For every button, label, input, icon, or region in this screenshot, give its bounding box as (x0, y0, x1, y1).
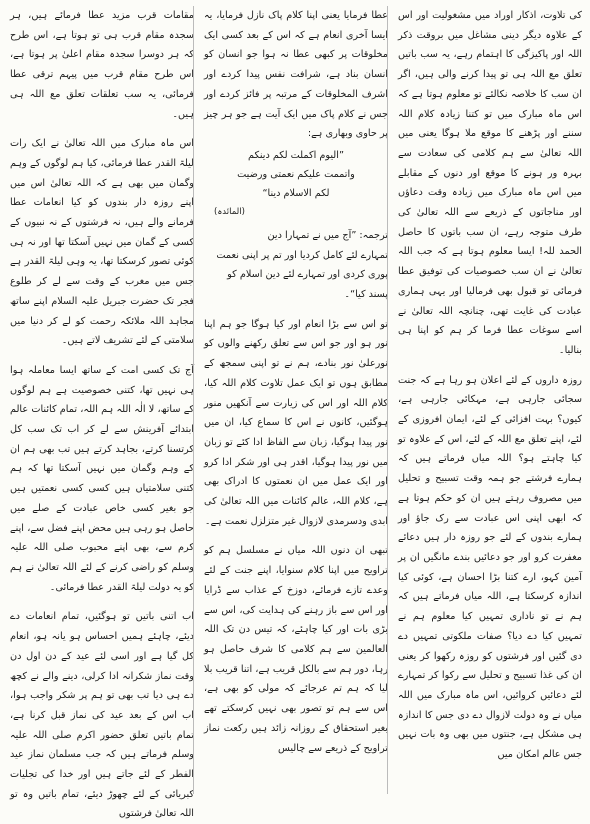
translation-line: تمہارے لئے کامل کردیا اور تم پر اپنی نعمت (216, 249, 388, 261)
text-column-left (10, 6, 194, 820)
verse-reference: (المائدہ) (214, 206, 245, 217)
verse-line: لکم الاسلام دینا“ (262, 187, 330, 199)
column-divider (193, 6, 194, 794)
quran-verse-quote (204, 146, 388, 222)
paragraph: اس ماہ مبارک میں اللہ تعالیٰ نے ایک رات لیلۃ القدر عطا فرمائی، کیا ہم لوگوں کے وہم وگمان میں بھی ہے کہ اللہ تعالیٰ اس میں اپنے روزہ دار بندوں کو کیا انعامات عطا فرمانے والے ہیں، نہ فرشتوں کے نہ نبیوں کے کسی کے گمان میں نہیں آسکتا تھا اور نہ ہی کوئی تصور کرسکتا تھا، یہ وہی لیلۃ القدر ہے جس میں مغرب کے وقت سے لے کر طلوع فجر تک حضرت جبریل علیہ السلام اپنے ساتھ مجاہد اللہ ملائکہ رحمت کو لے کر دنیا میں سلامتی کے لئے تشریف لاتے ہیں۔ (10, 138, 194, 347)
paragraph: روزہ داروں کے لئے اعلان ہو رہا ہے کہ جنت سجائی جارہی ہے، مہکائی جارہی ہے، کیوں؟ بہت افزائی کے لئے، ایمان افروزی کے لئے، اپنے تعلق مع اللہ کے لئے، اس کے علاوہ تو کیا چاہتے ہو؟ اللہ میاں فرماتے ہیں کہ ہمارے فرشتے جو ہمہ وقت تسبیح و تحلیل میں مصروف رہتے ہیں ان کو حکم ہوتا ہے کہ ابھی اپنی اس عبادت سے رک جاؤ اور ہمارے بندوں کے لئے جو روزہ دار ہیں دعائے مغفرت کرو اور جو دعائیں بندے مانگیں ان پر آمین کہو، ارے کتنا بڑا احسان ہے، کوئی کیا اندازہ کرسکتا ہے، اللہ میاں فرماتے ہیں کہ ہم نے تو ناداری تمہیں کیا معلوم ہم نے تمہیں کیا دے دیا؟ صفات ملکوتی تمہیں دے دی گئیں اور فرشتوں کو روزہ رکھوا کر یعنی ان کی غذا تسبیح و تحلیل سے رکوا کر تمہارے لئے دعائیں کروائیں، اس ماہ مبارک میں اللہ میاں نے وہ دولت لازوال دے دی جس کا اندازہ ہی مشکل ہے، جنتوں میں بھی وہ بات نہیں جس عالم امکان میں (398, 374, 582, 761)
paragraph: تبھی ان دنوں اللہ میاں نے مسلسل ہم کو تراویح میں اپنا کلام سنوایا، اپنے جنت کے لئے وعدے تازے فرمائے، دوزخ کے عذاب سے ڈرایا اور اس سے باز رہنے کی ہدایت کی، اس سے بڑی بات اور کیا چاہئے، کہ تیس دن تک اللہ العالمین سے ہم کلامی کا شرف حاصل ہو رہا، دور ہم سے بالکل قریب ہے، اتنا قریب بلا لیا کہ ہم تم عرجائے کہ مولی کو بھی ہے، اس سے ہم تو تصور بھی نہیں کرسکتے تھے بغیر استحقاق کے روزانہ زائد ہیں رکعت نماز تراویح کے ذریعے سے چالیس (204, 545, 388, 754)
text-column-middle (204, 6, 388, 794)
paragraph: آج تک کسی امت کے ساتھ ایسا معاملہ ہوا ہی نہیں تھا، کتنی خصوصیت ہے ہم لوگوں کے ساتھ، لا الٰہ اللہ ہم اللہ، تمام کائنات عالم ابتدائے آفرینش سے لے کر اب تک سب کل کرتسنا کرتے، بجاہد کرتے ہیں تب بھی ہم ان کے وہم وگمان میں نہیں آسکتا تھا کہ ہم کتنی سلامتیاں ہیں کسی کسی نعمتیں ہیں جو بغیر کسی خاص عبادت کے صلے میں حاصل ہو رہی ہیں محض اپنے فضل سے، اپنے کرم سے، بھی اپنے محبوب صلی اللہ علیہ وسلم کو راضی کرنے کے لئے اللہ تعالیٰ نے ہم کو یہ دولت لیلۃ القدر عطا فرمائی۔ (10, 364, 194, 593)
paragraph: اب اتنی باتیں تو ہوگئیں، تمام انعامات دے دیئے، چاہئے ہمیں احساس ہو یانہ ہو، انعام کل گیا ہے اور اسی لئے عید کے دن اول دن وقت نماز شکرانہ ادا کرلی، دینے والے نے کچھ دے ہی دیا تب بھی تو ہم پر شکر واجب ہوا، اب اس کے بعد عید کی نماز قبل کرنا ہے، تمام باتیں تعلق حضور اکرم صلی اللہ علیہ وسلم فرماتے ہیں کہ جب مسلمان نماز عید الفطر کے لئے جاتے ہیں اور خدا کی تجلیات کبریائی کے لئے چھوڑ دیئے، تمام باتیں وہ تو اللہ تعالیٰ فرشتوں (10, 611, 194, 820)
paragraph: عطا فرمایا یعنی اپنا کلام پاک نازل فرمایا، یہ ایسا آخری انعام ہے کہ اس کے بعد کسی ایک مخلوقات پر کبھی عطا نہ ہوا جو انسان کو انسان بناد ہے، شرافت نفس پیدا کردے اور اشرف المخلوقات کے مرتبہ پر فائز کردے اور جس نے کلام پاک میں ایک آیت ہے جو ہر چیز پر حاوی وبھاری ہے: (204, 10, 388, 140)
paragraph: مقامات قرب مزید عطا فرمائے ہیں، ہر سجدہ مقام قرب ہی تو ہوتا ہے، اس طرح کہ ہر دوسرا سجدہ مقام اعلیٰ پر ہوتا ہے، اس طرح مقام قرب میں پیہم ترقی عطا فرمائی، یہ سب تعلقات تعلق مع اللہ ہی ہیں۔ (10, 10, 194, 120)
verse-translation (204, 226, 388, 305)
translation-line: پسند کیا“۔ (344, 289, 388, 301)
verse-line: واتممت علیکم نعمتی ورضیت (237, 168, 355, 180)
translation-line: ترجمہ: ”آج میں نے تمہارا دین (267, 229, 388, 241)
translation-line: پوری کردی اور تمہارے لئے دین اسلام کو (227, 269, 388, 281)
paragraph: تو اس سے بڑا انعام اور کیا ہوگا جو ہم اپنا نور ہو اور جو اس سے تعلق رکھنے والوں کو نورعلیٰ نور بنادے، ہم نے تو اپنی سمجھ کے مطابق ہوں تو ایک عمل تلاوت کلام اللہ کیا، کلام اللہ اور اس کی زیارت سے آنکھیں منور ہوگئیں، کانوں نے اس کا سماع کیا، ان میں نور پیدا ہوگیا، زبان سے الفاظ ادا کئے تو زبان میں نور پیدا ہوگیا، اقدر ہی اور شکر ادا کرو اور ایک عمل میں ان نعمتوں کا ادراک بھی ہے، کلام اللہ، عالم کائنات میں اللہ تعالیٰ کی ابدی ودسرمدی لازوال غیر متزلزل نعمت ہے۔ (204, 318, 388, 527)
text-column-right (398, 6, 582, 794)
verse-line: ”الیوم اکملت لکم دینکم (248, 149, 344, 161)
paragraph: کی تلاوت، اذکار اوراد میں مشغولیت اور اس کے علاوہ دیگر دینی مشاغل میں بروقت ذکر اللہ اور پاکیزگی کا اہتمام رہے، یہ سب باتیں تعلق مع اللہ ہی تو پیدا کرنے والی ہیں، اگر ان سب کا خلاصہ نکالئے تو معلوم ہوتا ہے کہ اس ماہ مبارک میں تو کتنا زیادہ کلام اللہ سننے اور پڑھنے کا موقع ملا ہوگا یعنی میں اللہ تعالیٰ سے ہم کلامی کی سعادت سے بہرہ ور ہونے کا موقع اور دنوں کے مقابلے میں اس ماہ مبارک میں زیادہ وقت دعاؤں اور مناجاتوں کے ذریعے سے اللہ تعالیٰ کی طرف متوجہ رہے، ان سب باتوں کا حاصل الحمد للہ! ایسا معلوم ہوتا ہے کہ جب اللہ تعالیٰ نے ان سب خصوصیات کی توفیق عطا فرمائی تو قبول بھی فرمالیا اور یہی ہماری عبادت کی غایت تھی، چنانچہ اللہ تعالیٰ نے اسے سوغات عطا فرما کر ہم کو اپنا ہی بنالیا۔ (398, 10, 582, 356)
column-divider (387, 6, 388, 794)
